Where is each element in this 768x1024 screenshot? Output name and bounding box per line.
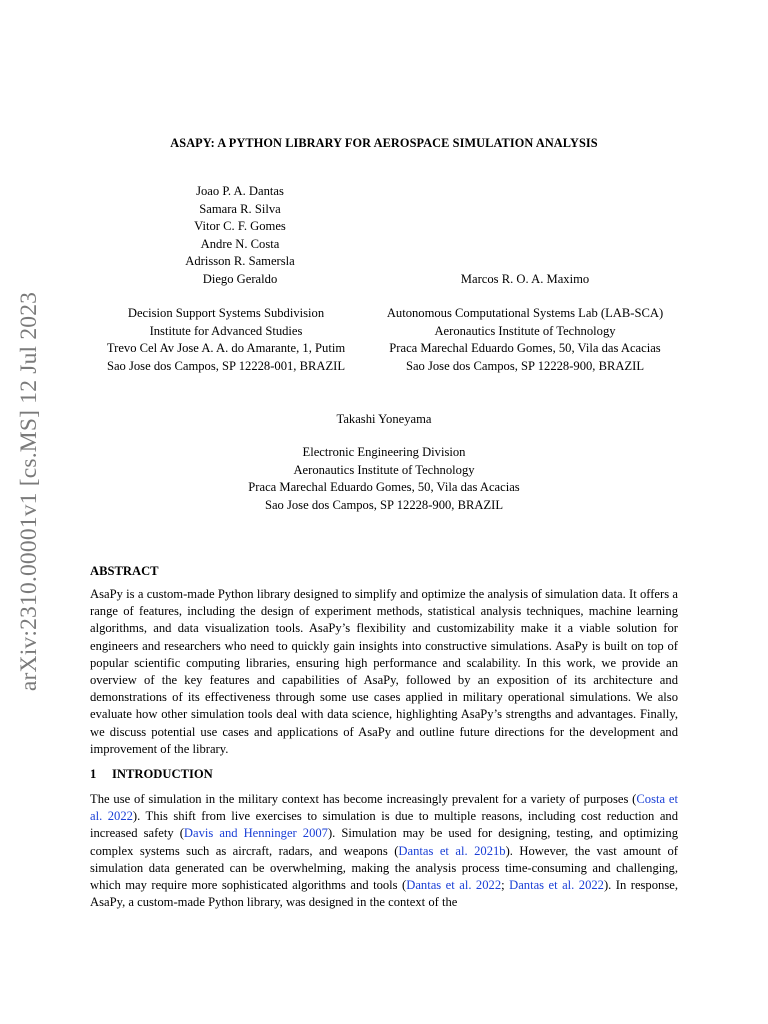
affiliation-left <box>86 305 366 375</box>
abstract-text: AsaPy is a custom-made Python library designed to simplify and optimize the analysis of simulation data. It offers a range of features, including the design of experiment methods, statistical analysis techniques, machine learning algorithms, and data visualization tools. AsaPy’s flexibility and customizability make it a viable solution for engineers and researchers who need to quickly gain insights into constructive simulations. AsaPy is built on top of popular scientific computing libraries, ensuring high performance and scalability. In this work, we provide an overview of the key features and capabilities of AsaPy, followed by an exposition of its architecture and demonstrations of its effectiveness through some use cases applied in military operational simulations. We also evaluate how other simulation tools deal with data science, highlighting AsaPy’s strengths and advantages. Finally, we discuss potential use cases and applications of AsaPy and outline future directions for the development and improvement of the library. <box>90 587 678 756</box>
affiliation-third <box>0 444 768 514</box>
affiliation-line: Sao Jose dos Campos, SP 12228-900, BRAZIL <box>405 358 645 373</box>
body-text: The use of simulation in the military context has become increasingly prevalent for a variety of purposes ( <box>90 792 637 806</box>
author-list-left <box>140 183 340 289</box>
body-text: ). Simulation may be used for designing, testing, and optimizing complex systems such as aircraft, radars, and weapons ( <box>90 826 678 858</box>
citation-link[interactable]: Dantas et al. 2021b <box>398 843 506 858</box>
body-text: ). However, the vast amount of simulation data generated can be overwhelming, making the analysis process time-consuming and challenging, which may require more sophisticated algorithms and tools ( <box>90 843 678 893</box>
introduction-text <box>90 791 678 911</box>
paper-title: ASAPY: A PYTHON LIBRARY FOR AEROSPACE SIMULATION ANALYSIS <box>170 136 598 150</box>
affiliation-line: Aeronautics Institute of Technology <box>434 323 616 338</box>
author-name: Andre N. Costa <box>200 236 280 251</box>
body-text: ). This shift from live exercises to simulation is due to multiple reasons, including cost reduction and increased safety ( <box>90 809 679 841</box>
section-number: 1 <box>90 767 97 781</box>
section-title: INTRODUCTION <box>112 767 213 781</box>
affiliation-line: Trevo Cel Av Jose A. A. do Amarante, 1, Putim <box>106 341 346 356</box>
author-name: Adrisson R. Samersla <box>185 254 295 269</box>
body-text: ). In response, AsaPy, a custom-made Python library, was designed in the context of the <box>90 878 678 910</box>
author-name: Samara R. Silva <box>199 201 281 216</box>
affiliation-line: Sao Jose dos Campos, SP 12228-001, BRAZIL <box>106 358 346 373</box>
affiliation-line: Institute for Advanced Studies <box>149 323 303 338</box>
citation-link[interactable]: Dantas et al. 2022 <box>509 878 604 893</box>
affiliation-right <box>370 305 680 375</box>
affiliation-line: Autonomous Computational Systems Lab (LAB-SCA) <box>386 306 664 320</box>
affiliation-line: Praca Marechal Eduardo Gomes, 50, Vila das Acacias <box>248 480 520 495</box>
affiliation-line: Decision Support Systems Subdivision <box>127 306 325 320</box>
affiliation-line: Praca Marechal Eduardo Gomes, 50, Vila das Acacias <box>389 341 661 356</box>
author-name: Joao P. A. Dantas <box>196 184 284 198</box>
author-name: Vitor C. F. Gomes <box>194 219 286 234</box>
affiliation-line: Sao Jose dos Campos, SP 12228-900, BRAZIL <box>264 497 504 512</box>
body-text: ; <box>501 878 510 893</box>
citation-link[interactable]: Dantas et al. 2022 <box>406 878 502 893</box>
arxiv-identifier-text: arXiv:2310.00001v1 [cs.MS] 12 Jul 2023 <box>16 291 43 691</box>
affiliation-line: Aeronautics Institute of Technology <box>293 462 475 477</box>
citation-link[interactable]: Costa et al. 2022 <box>90 792 678 824</box>
author-name: Diego Geraldo <box>202 271 278 286</box>
author-name-third: Takashi Yoneyama <box>336 412 432 426</box>
affiliation-line: Electronic Engineering Division <box>302 445 466 459</box>
abstract-heading: ABSTRACT <box>90 564 159 578</box>
author-name-right: Marcos R. O. A. Maximo <box>460 272 590 286</box>
introduction-heading <box>90 767 213 782</box>
citation-link[interactable]: Davis and Henninger 2007 <box>183 826 328 841</box>
